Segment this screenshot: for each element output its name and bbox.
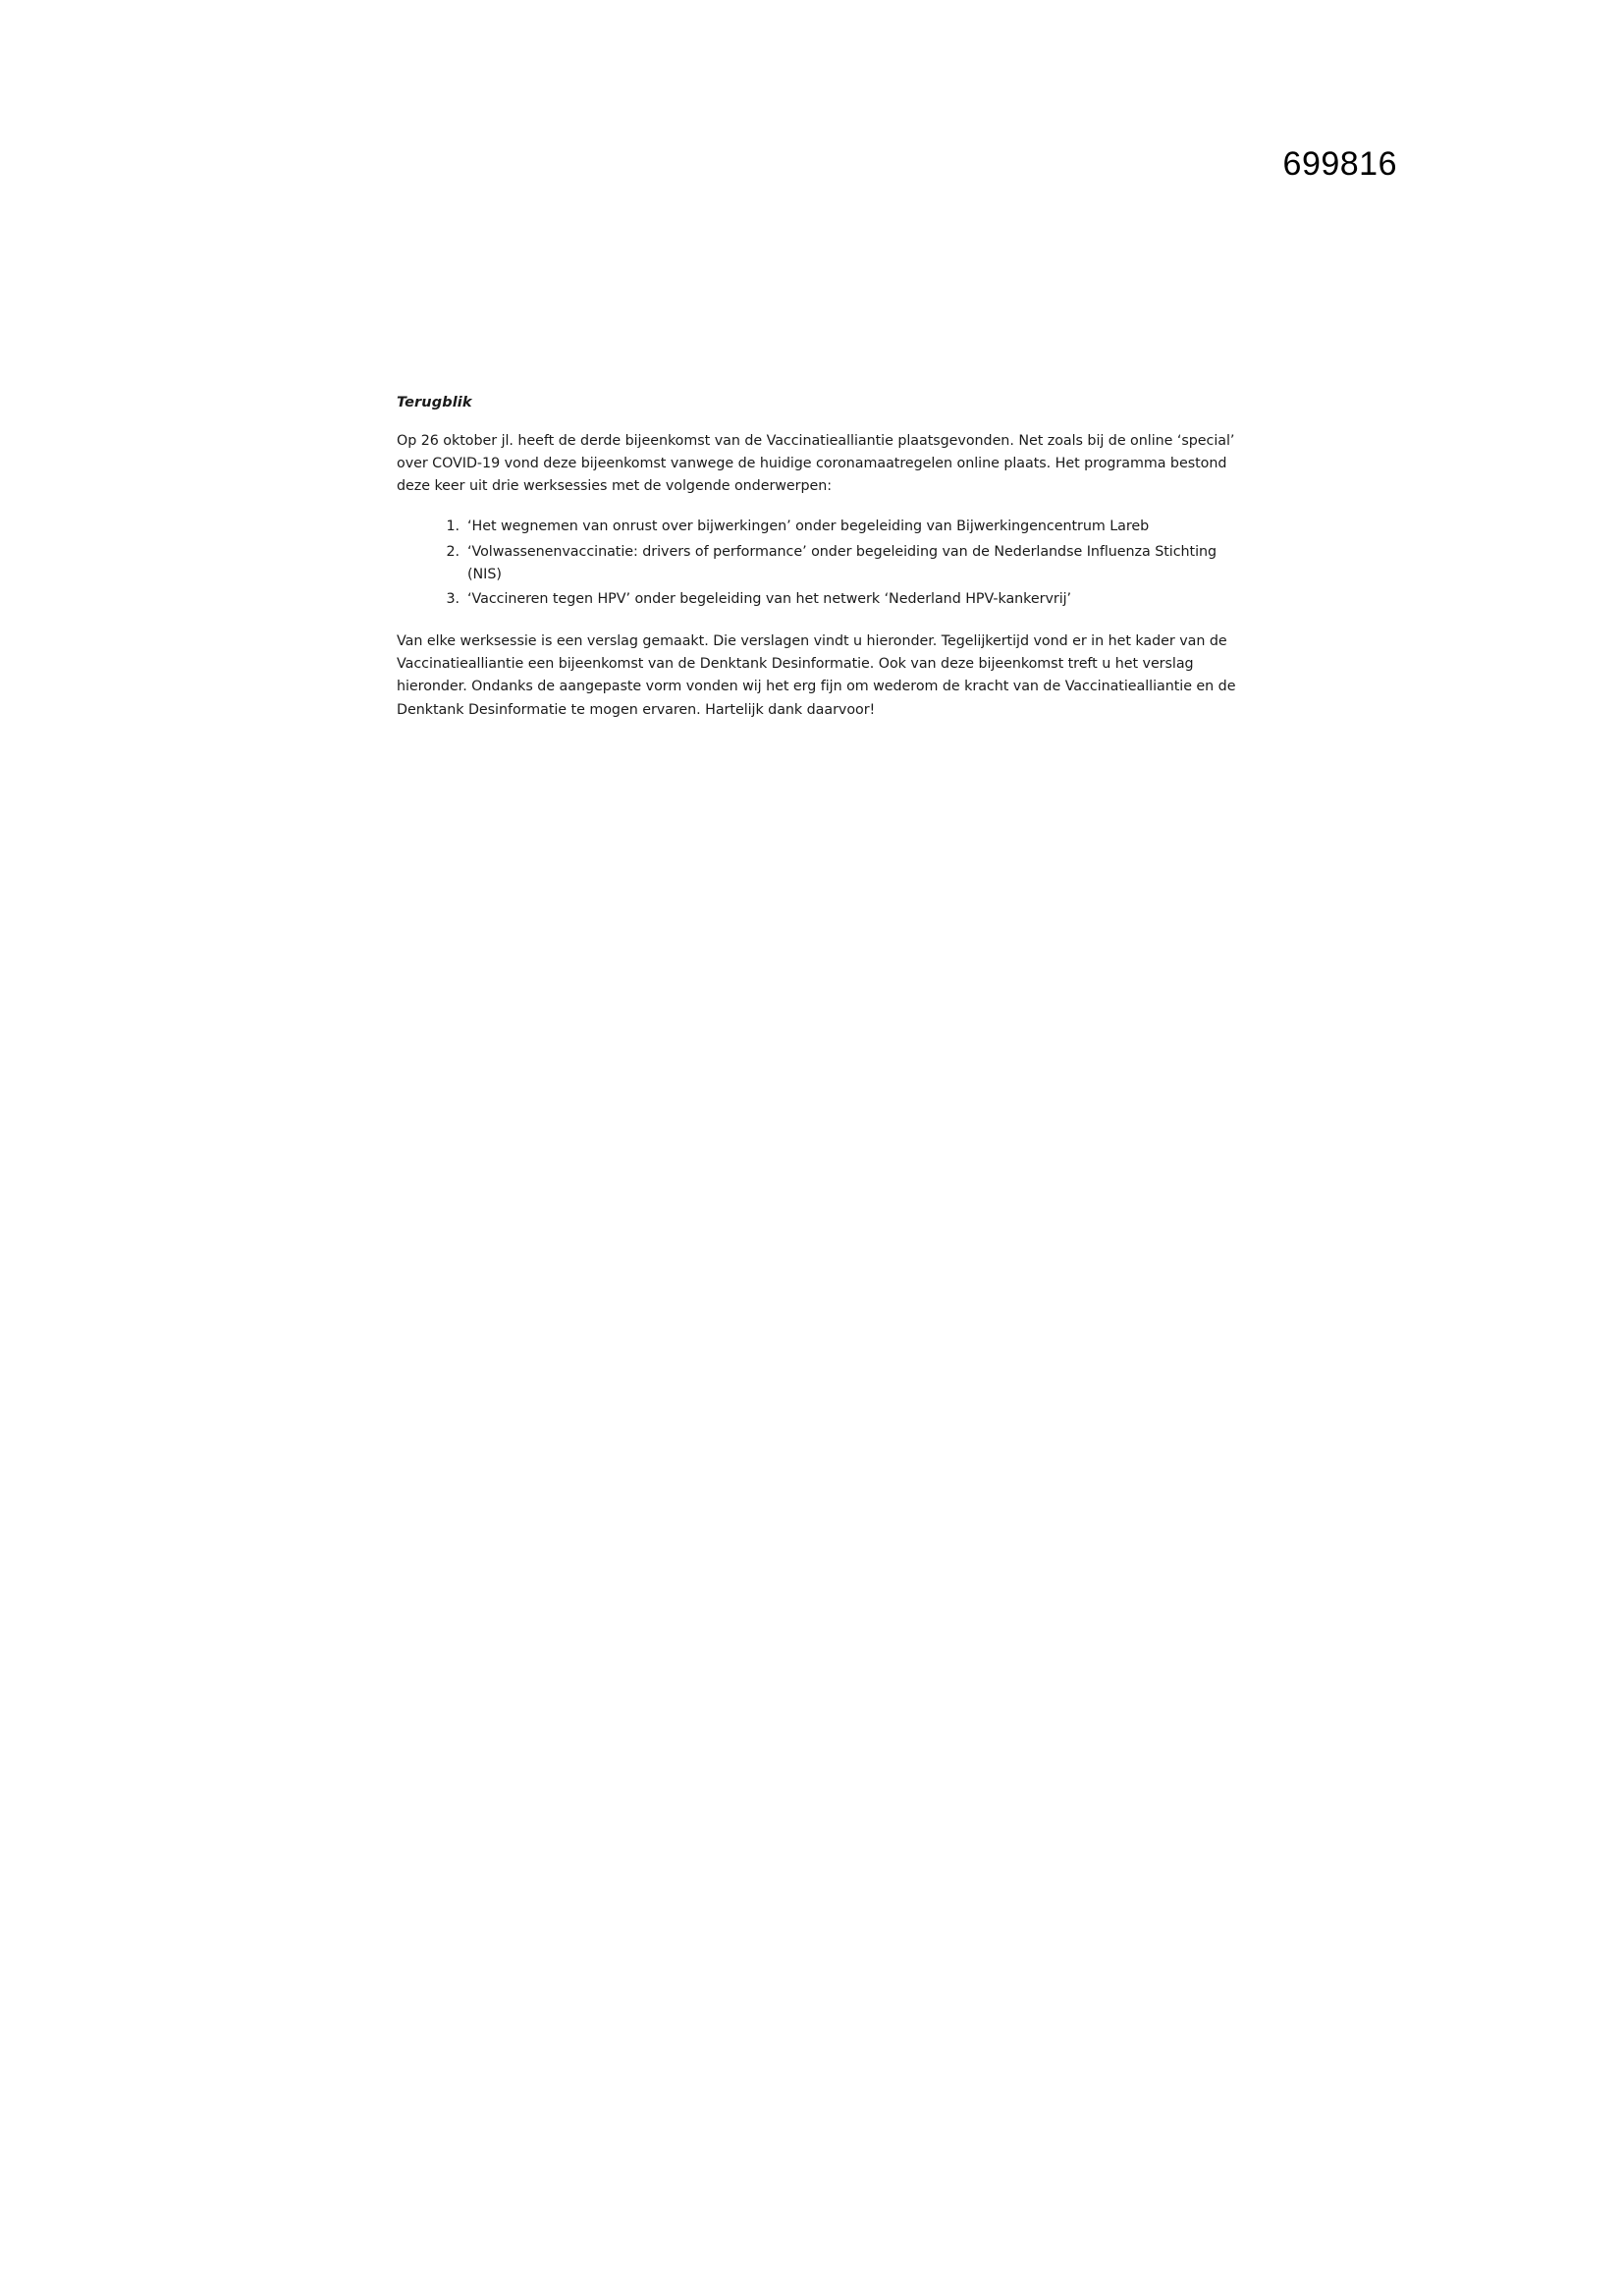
list-item-number: 1. xyxy=(446,519,460,535)
list-item-label: ‘Volwassenenvaccinatie: drivers of performance’ onder begeleiding van de Nederlandse Influenza Stichting (NIS) xyxy=(467,543,1217,582)
work-session-list xyxy=(397,516,1237,611)
page-number-stamp: 699816 xyxy=(1282,145,1397,183)
list-item xyxy=(397,516,1237,538)
list-item-number: 2. xyxy=(446,543,460,560)
list-item xyxy=(397,541,1237,586)
intro-paragraph: Op 26 oktober jl. heeft de derde bijeenkomst van de Vaccinatiealliantie plaatsgevonden. Net zoals bij de online ‘special’ over COVID-19 vond deze bijeenkomst vanwege de huidige coronamaatregelen online plaats. Het programma bestond deze keer uit drie werksessies met de volgende onderwerpen: xyxy=(397,433,1235,495)
list-item xyxy=(397,588,1237,611)
document-body xyxy=(397,395,1237,739)
list-item-label: ‘Het wegnemen van onrust over bijwerkingen’ onder begeleiding van Bijwerkingencentrum Lareb xyxy=(467,519,1150,535)
list-item-label: ‘Vaccineren tegen HPV’ onder begeleiding van het netwerk ‘Nederland HPV-kankervrij’ xyxy=(467,590,1072,607)
closing-paragraph: Van elke werksessie is een verslag gemaakt. Die verslagen vindt u hieronder. Tegelijkertijd vond er in het kader van de Vaccinatiealliantie een bijeenkomst van de Denktank Desinformatie. Ook van deze bijeenkomst treft u het verslag hieronder. Ondanks de aangepaste vorm vonden wij het erg fijn om wederom de kracht van de Vaccinatiealliantie en de Denktank Desinformatie te mogen ervaren. Hartelijk dank daarvoor! xyxy=(397,633,1236,718)
section-heading: Terugblik xyxy=(397,395,472,410)
list-item-number: 3. xyxy=(446,590,460,607)
